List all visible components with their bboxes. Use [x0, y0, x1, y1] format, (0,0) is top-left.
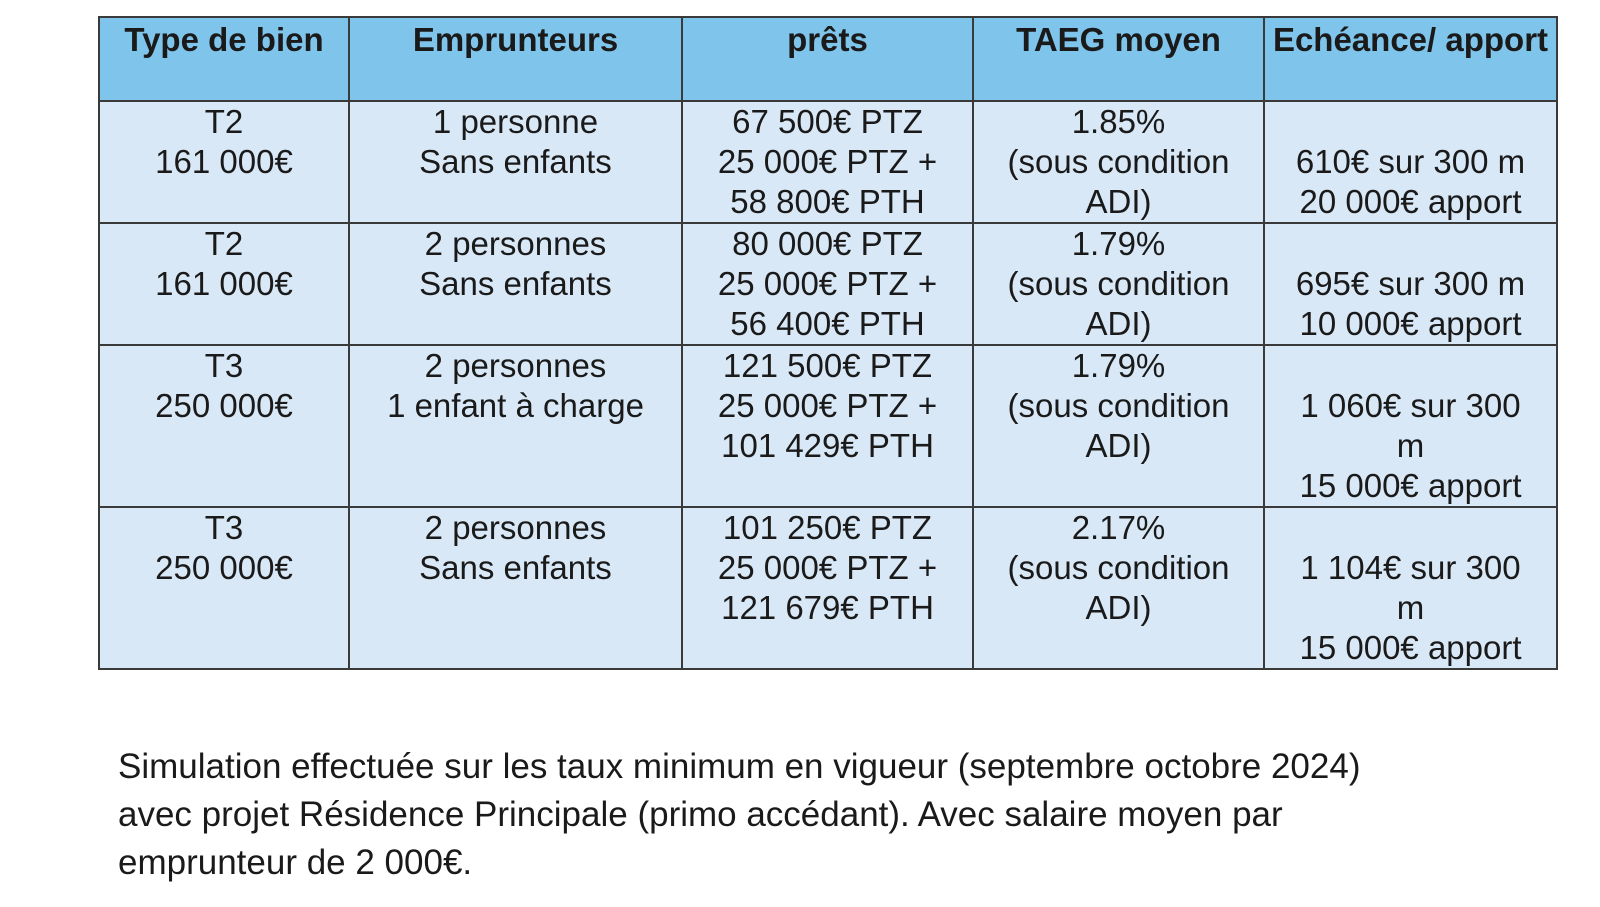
note-line: Simulation effectuée sur les taux minimum en vigueur (septembre octobre 2024) [118, 747, 1361, 786]
cell-text: 610€ sur 300 m [1295, 143, 1526, 180]
cell-borrowers [349, 507, 682, 669]
table-row [99, 507, 1557, 669]
cell-text: (sous condition [1007, 549, 1230, 586]
cell-text: 15 000€ apport [1299, 467, 1522, 504]
cell-text: 80 000€ PTZ [732, 225, 923, 262]
cell-due-contribution [1264, 507, 1557, 669]
cell-loans [682, 507, 973, 669]
note-line: emprunteur de 2 000€. [118, 843, 473, 882]
cell-text: 1 060€ sur 300 [1300, 387, 1521, 424]
cell-text: Sans enfants [419, 265, 612, 302]
cell-taeg [973, 345, 1264, 507]
simulation-note [118, 743, 1538, 887]
cell-text: 25 000€ PTZ + [717, 387, 938, 424]
cell-text: 1.85% [1071, 103, 1166, 140]
cell-due-contribution [1264, 223, 1557, 345]
cell-loans [682, 345, 973, 507]
cell-text: 1 enfant à charge [387, 387, 644, 424]
header-text: bien [255, 21, 324, 58]
cell-text: (sous condition [1007, 387, 1230, 424]
header-text: TAEG moyen [1016, 21, 1221, 58]
cell-text: 695€ sur 300 m [1295, 265, 1526, 302]
table-row [99, 223, 1557, 345]
cell-text: 1.79% [1071, 347, 1166, 384]
header-due-contribution [1264, 17, 1557, 101]
cell-borrowers [349, 345, 682, 507]
cell-text: 25 000€ PTZ + [717, 265, 938, 302]
header-loans [682, 17, 973, 101]
cell-text: T3 [204, 347, 244, 384]
cell-text: 25 000€ PTZ + [717, 549, 938, 586]
header-text: prêts [787, 21, 868, 58]
cell-text: 2 personnes [424, 347, 607, 384]
cell-property-type [99, 101, 349, 223]
cell-text: ADI) [1085, 427, 1152, 464]
cell-text: 101 250€ PTZ [722, 509, 933, 546]
cell-text: 161 000€ [155, 265, 293, 302]
cell-text: T2 [204, 225, 244, 262]
cell-property-type [99, 223, 349, 345]
cell-text: ADI) [1085, 305, 1152, 342]
cell-text: Sans enfants [419, 549, 612, 586]
cell-text: 2 personnes [424, 509, 607, 546]
cell-text: 250 000€ [155, 387, 293, 424]
header-text: apport [1445, 21, 1549, 58]
cell-text: 121 500€ PTZ [722, 347, 933, 384]
cell-loans [682, 101, 973, 223]
cell-text: 101 429€ PTH [721, 427, 934, 464]
cell-text: 58 800€ PTH [730, 183, 925, 220]
cell-text: 161 000€ [155, 143, 293, 180]
cell-text: 25 000€ PTZ + [717, 143, 938, 180]
cell-due-contribution [1264, 345, 1557, 507]
cell-text: 56 400€ PTH [730, 305, 925, 342]
cell-property-type [99, 507, 349, 669]
cell-text: (sous condition [1007, 143, 1230, 180]
cell-text: ADI) [1085, 183, 1152, 220]
header-taeg [973, 17, 1264, 101]
cell-taeg [973, 223, 1264, 345]
cell-text: 1.79% [1071, 225, 1166, 262]
cell-text: m [1396, 427, 1425, 464]
cell-text: m [1396, 589, 1425, 626]
header-text: Type de [124, 21, 247, 58]
cell-text: 2.17% [1071, 509, 1166, 546]
cell-text: 67 500€ PTZ [732, 103, 923, 140]
cell-text: T3 [204, 509, 244, 546]
cell-taeg [973, 507, 1264, 669]
cell-loans [682, 223, 973, 345]
cell-text: 1 104€ sur 300 [1300, 549, 1521, 586]
cell-text: 2 personnes [424, 225, 607, 262]
cell-text: ADI) [1085, 589, 1152, 626]
cell-text: 10 000€ apport [1299, 305, 1522, 342]
cell-text: T2 [204, 103, 244, 140]
cell-taeg [973, 101, 1264, 223]
cell-text: 121 679€ PTH [721, 589, 934, 626]
cell-text: 1 personne [432, 103, 599, 140]
table-row [99, 101, 1557, 223]
cell-text: Sans enfants [419, 143, 612, 180]
header-text: Emprunteurs [412, 21, 619, 58]
header-property-type [99, 17, 349, 101]
cell-borrowers [349, 101, 682, 223]
note-line: avec projet Résidence Principale (primo accédant). Avec salaire moyen par [118, 795, 1283, 834]
cell-text: (sous condition [1007, 265, 1230, 302]
cell-due-contribution [1264, 101, 1557, 223]
table-row [99, 345, 1557, 507]
loan-simulation-table [98, 16, 1558, 670]
cell-text: 20 000€ apport [1299, 183, 1522, 220]
cell-borrowers [349, 223, 682, 345]
cell-text: 15 000€ apport [1299, 629, 1522, 666]
header-text: Echéance/ [1272, 21, 1437, 58]
table-header-row [99, 17, 1557, 101]
cell-text: 250 000€ [155, 549, 293, 586]
cell-property-type [99, 345, 349, 507]
header-borrowers [349, 17, 682, 101]
